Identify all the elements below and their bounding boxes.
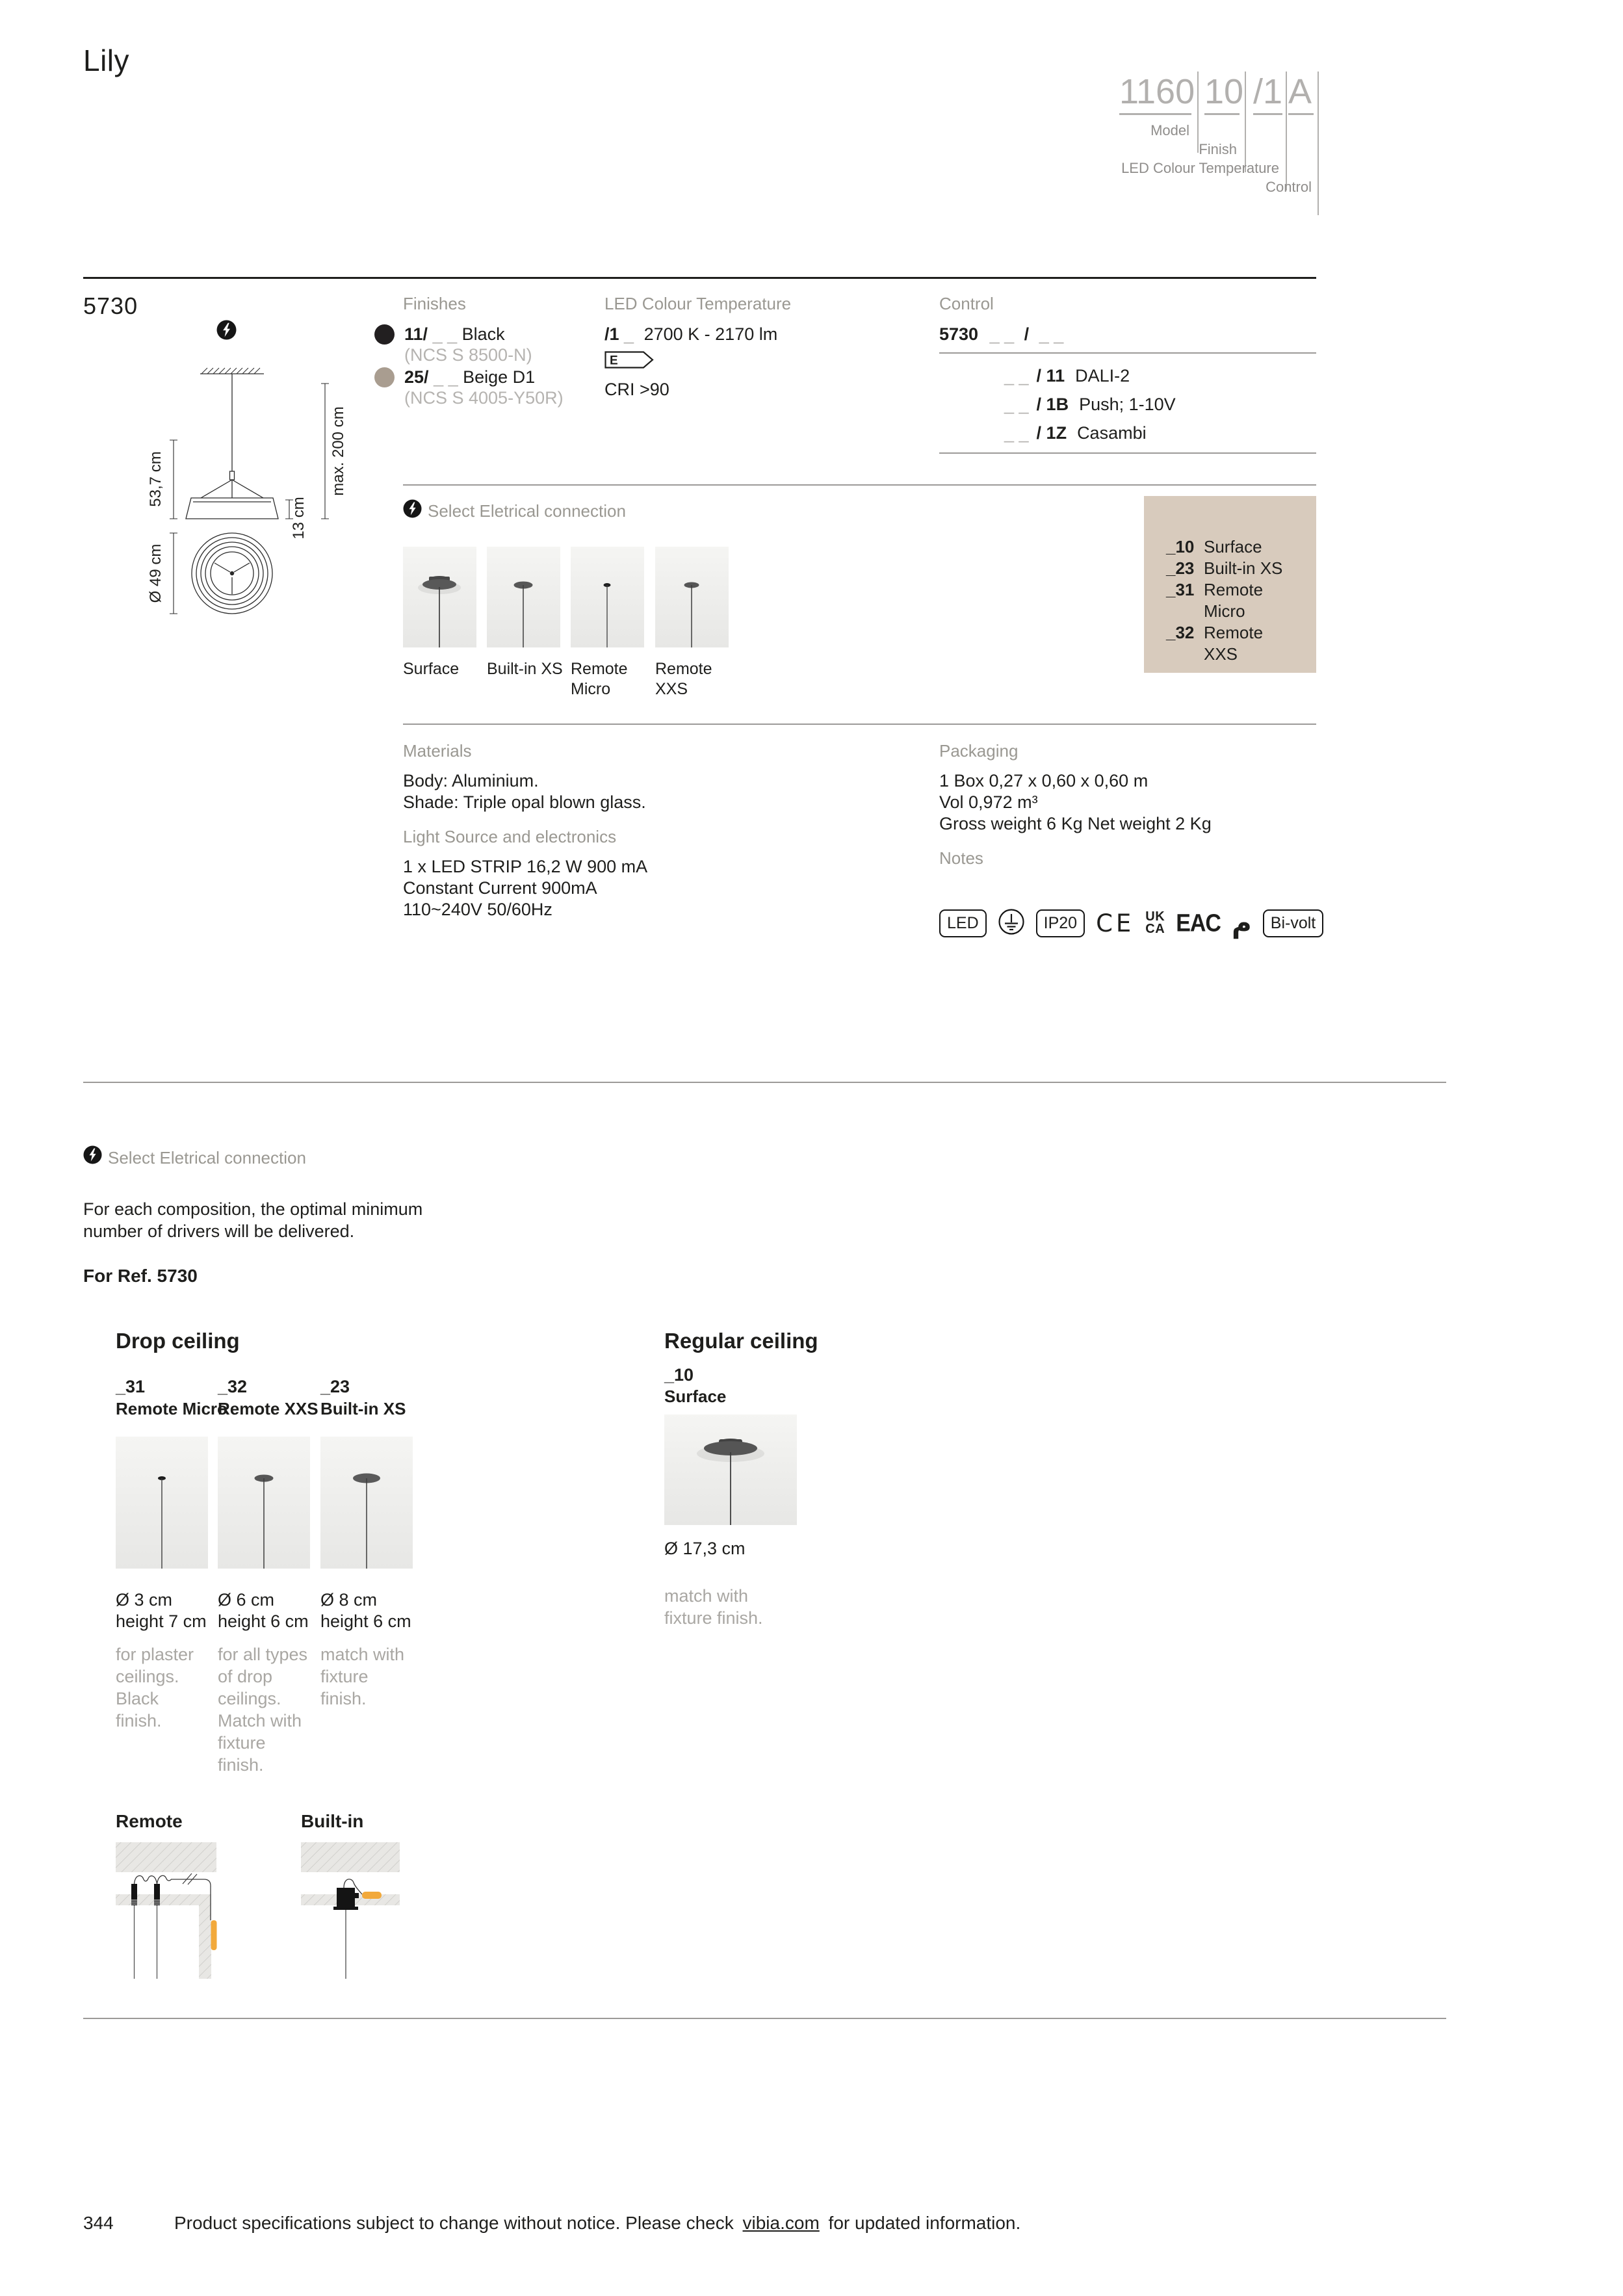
control-option-blank: _ _ xyxy=(1004,395,1029,414)
builtin-driver xyxy=(362,1892,382,1899)
column-size: Ø 3 cm xyxy=(116,1590,173,1610)
control-option-name: Casambi xyxy=(1077,423,1147,443)
connection-code-name: XXS xyxy=(1204,644,1238,664)
model-code-divider xyxy=(1318,72,1319,215)
finish-blank: _ _ xyxy=(432,324,458,344)
canopy-photo-remote-micro xyxy=(116,1437,208,1569)
model-code-divider xyxy=(1286,72,1287,190)
packaging-line: Vol 0,972 m³ xyxy=(939,792,1038,812)
control-option-code: / 1B xyxy=(1036,395,1069,414)
page-title: Lily xyxy=(83,44,130,77)
control-option xyxy=(1004,361,1176,390)
control-bottom-divider xyxy=(939,452,1316,454)
connection-label xyxy=(655,659,712,699)
control-blank: _ _ xyxy=(989,324,1015,344)
cri-value: CRI >90 xyxy=(604,380,669,399)
finish-item xyxy=(404,324,505,345)
dim-shade-height: 13 cm xyxy=(290,497,307,540)
page-number: 344 xyxy=(83,2213,114,2233)
finish-ncs: (NCS S 8500-N) xyxy=(404,345,532,365)
model-code-segment: /1 xyxy=(1253,72,1283,111)
electrical-header: Select Eletrical connection xyxy=(428,501,626,521)
connection-photo-builtin-xs xyxy=(487,547,560,647)
control-option-code: / 11 xyxy=(1036,366,1065,385)
column-name: Surface xyxy=(664,1387,727,1406)
remote-driver xyxy=(211,1920,217,1950)
control-option-blank: _ _ xyxy=(1004,366,1029,385)
control-options xyxy=(1004,361,1176,447)
finish-blank: _ _ xyxy=(434,367,458,387)
column-note: for all types of drop ceilings. Match with fixture finish. xyxy=(218,1645,308,1775)
finish-item xyxy=(404,367,535,388)
section-divider xyxy=(83,1082,1446,1083)
control-base-ref: 5730 xyxy=(939,324,979,344)
for-ref-label: For Ref. 5730 xyxy=(83,1266,198,1286)
ukca-bottom: CA xyxy=(1145,922,1165,936)
electrical-bolt-icon xyxy=(83,1145,102,1168)
model-code-label: LED Colour Temperature xyxy=(1121,160,1279,176)
column-name: Remote XXS xyxy=(218,1399,318,1418)
finish-name: Beige D1 xyxy=(463,367,536,387)
led-header: LED Colour Temperature xyxy=(604,294,792,313)
control-option-blank: _ _ xyxy=(1004,423,1029,443)
connection-photo-surface xyxy=(403,547,476,647)
canopy-photo-surface xyxy=(664,1415,797,1525)
energy-label xyxy=(604,351,659,372)
materials-line: Shade: Triple opal blown glass. xyxy=(403,792,646,812)
canopy-photo-builtin-xs xyxy=(320,1437,413,1569)
model-code-underline xyxy=(1253,113,1282,115)
cmim-mark-icon: م xyxy=(1231,907,1252,939)
control-option xyxy=(1004,390,1176,419)
certifications-row xyxy=(939,909,1323,937)
control-blank: _ _ xyxy=(1039,324,1064,344)
connection-code-row xyxy=(1166,536,1316,558)
connection-photo-remote-micro xyxy=(571,547,644,647)
drivers-description: For each composition, the optimal minimum number of drivers will be delivered. xyxy=(83,1199,423,1241)
light-source-header: Light Source and electronics xyxy=(403,827,617,846)
electrical-bolt-icon xyxy=(403,499,422,521)
finish-code: 25/ xyxy=(404,367,429,387)
connection-label-line: Surface xyxy=(403,660,460,678)
light-source-line: Constant Current 900mA xyxy=(403,878,597,898)
connection-code-name: Built-in XS xyxy=(1204,558,1283,578)
dim-diameter: Ø 49 cm xyxy=(147,543,164,603)
dim-max-drop: max. 200 cm xyxy=(330,406,347,496)
connection-photo-remote-xxs xyxy=(655,547,729,647)
notes-header: Notes xyxy=(939,848,983,868)
finish-swatch-beige xyxy=(374,367,395,387)
model-code-segment: 1160 xyxy=(1119,72,1195,111)
connection-code: _10 xyxy=(1166,537,1195,556)
column-height: height 7 cm xyxy=(116,1611,207,1631)
ground-icon xyxy=(998,908,1025,939)
connection-label xyxy=(403,659,459,679)
model-code-underline xyxy=(1119,113,1191,115)
connection-label-line: Remote xyxy=(571,660,628,678)
column-code: _23 xyxy=(320,1377,350,1396)
footer-text-before: Product specifications subject to change without notice. Please check xyxy=(174,2213,734,2233)
connection-label-line: XXS xyxy=(655,680,688,698)
regular-ceiling-title: Regular ceiling xyxy=(664,1329,818,1353)
ip20-cert-icon: IP20 xyxy=(1036,909,1085,937)
finishes-header: Finishes xyxy=(403,294,466,313)
column-size: Ø 6 cm xyxy=(218,1590,275,1610)
led-cert-icon: LED xyxy=(939,909,987,937)
column-name: Built-in XS xyxy=(320,1399,406,1418)
technical-drawing xyxy=(97,300,390,681)
materials-line: Body: Aluminium. xyxy=(403,771,539,790)
connection-code-row xyxy=(1166,579,1316,622)
column-code: _10 xyxy=(664,1365,694,1385)
connection-label-line: Micro xyxy=(571,680,611,698)
light-source-line: 110~240V 50/60Hz xyxy=(403,900,552,919)
column-name: Remote Micro xyxy=(116,1399,227,1418)
finish-code: 11/ xyxy=(404,324,428,344)
model-code-label: Control xyxy=(1266,179,1312,195)
model-code-divider xyxy=(1245,72,1246,172)
connection-codes-box xyxy=(1144,496,1316,673)
bivolt-cert-icon: Bi-volt xyxy=(1263,909,1323,937)
column-size: Ø 8 cm xyxy=(320,1590,378,1610)
connection-code-name: Micro xyxy=(1204,601,1245,621)
column-code: _31 xyxy=(116,1377,146,1396)
led-blank: _ xyxy=(624,324,634,344)
model-code-block xyxy=(1119,72,1322,221)
led-code: /1 xyxy=(604,324,619,344)
model-code-underline xyxy=(1204,113,1240,115)
connection-code-name: Remote xyxy=(1204,623,1264,642)
remote-diagram xyxy=(116,1837,223,1982)
model-code-label: Model xyxy=(1150,122,1189,138)
connection-code-row xyxy=(1166,558,1316,579)
section-divider xyxy=(403,724,1316,725)
column-note: match with fixture finish. xyxy=(320,1645,405,1708)
builtin-diagram xyxy=(301,1837,408,1982)
control-base xyxy=(939,324,1063,345)
packaging-line: 1 Box 0,27 x 0,60 x 0,60 m xyxy=(939,771,1149,790)
footer-link[interactable]: vibia.com xyxy=(742,2213,820,2233)
connection-code-row xyxy=(1166,622,1316,665)
column-height: height 6 cm xyxy=(320,1611,411,1631)
connection-label-line: Remote xyxy=(655,660,712,678)
finish-swatch-black xyxy=(374,324,395,345)
model-code-segment: 10 xyxy=(1204,72,1244,111)
led-value: 2700 K - 2170 lm xyxy=(643,324,778,344)
header-divider xyxy=(83,277,1316,279)
ce-mark-icon: CE xyxy=(1096,909,1135,937)
energy-class: E xyxy=(610,354,618,368)
column-code: _32 xyxy=(218,1377,248,1396)
model-code-segment: A xyxy=(1288,72,1312,111)
ukca-top: UK xyxy=(1145,909,1165,924)
eac-mark-icon: EAC xyxy=(1176,909,1221,937)
control-slash: / xyxy=(1024,324,1030,344)
control-option-name: Push; 1-10V xyxy=(1079,395,1176,414)
product-ref: 5730 xyxy=(83,293,138,319)
finish-ncs: (NCS S 4005-Y50R) xyxy=(404,388,564,408)
control-divider xyxy=(939,352,1316,354)
footer-text-after: for updated information. xyxy=(828,2213,1021,2233)
dim-suspension: 53,7 cm xyxy=(147,451,164,507)
control-option xyxy=(1004,419,1176,447)
model-code-underline xyxy=(1288,113,1314,115)
connection-label xyxy=(571,659,628,699)
finish-name: Black xyxy=(461,324,505,344)
led-line xyxy=(604,324,777,345)
packaging-line: Gross weight 6 Kg Net weight 2 Kg xyxy=(939,814,1212,833)
canopy-photo-remote-xxs xyxy=(218,1437,310,1569)
remote-diagram-title: Remote xyxy=(116,1811,183,1831)
control-option-code: / 1Z xyxy=(1036,423,1067,443)
drivers-header: Select Eletrical connection xyxy=(108,1148,306,1168)
connection-code: _31 xyxy=(1166,580,1195,599)
ukca-mark-icon xyxy=(1145,911,1165,935)
connection-code-name: Remote xyxy=(1204,580,1264,599)
footer-divider xyxy=(83,2018,1446,2019)
materials-header: Materials xyxy=(403,741,472,761)
section-divider xyxy=(403,484,1316,486)
drop-ceiling-title: Drop ceiling xyxy=(116,1329,240,1353)
control-option-name: DALI-2 xyxy=(1075,366,1130,385)
model-code-label: Finish xyxy=(1199,141,1237,157)
connection-code-name: Surface xyxy=(1204,537,1262,556)
column-height: height 6 cm xyxy=(218,1611,309,1631)
control-header: Control xyxy=(939,294,994,313)
connection-code: _23 xyxy=(1166,558,1195,578)
packaging-header: Packaging xyxy=(939,741,1019,761)
column-size: Ø 17,3 cm xyxy=(664,1539,746,1558)
builtin-diagram-title: Built-in xyxy=(301,1811,364,1831)
column-note: match with fixture finish. xyxy=(664,1586,763,1628)
light-source-line: 1 x LED STRIP 16,2 W 900 mA xyxy=(403,857,648,876)
connection-label-line: Built-in XS xyxy=(487,660,563,678)
column-note: for plaster ceilings. Black finish. xyxy=(116,1645,194,1730)
footer-text xyxy=(174,2213,1020,2234)
connection-label xyxy=(487,659,563,679)
connection-code: _32 xyxy=(1166,623,1195,642)
